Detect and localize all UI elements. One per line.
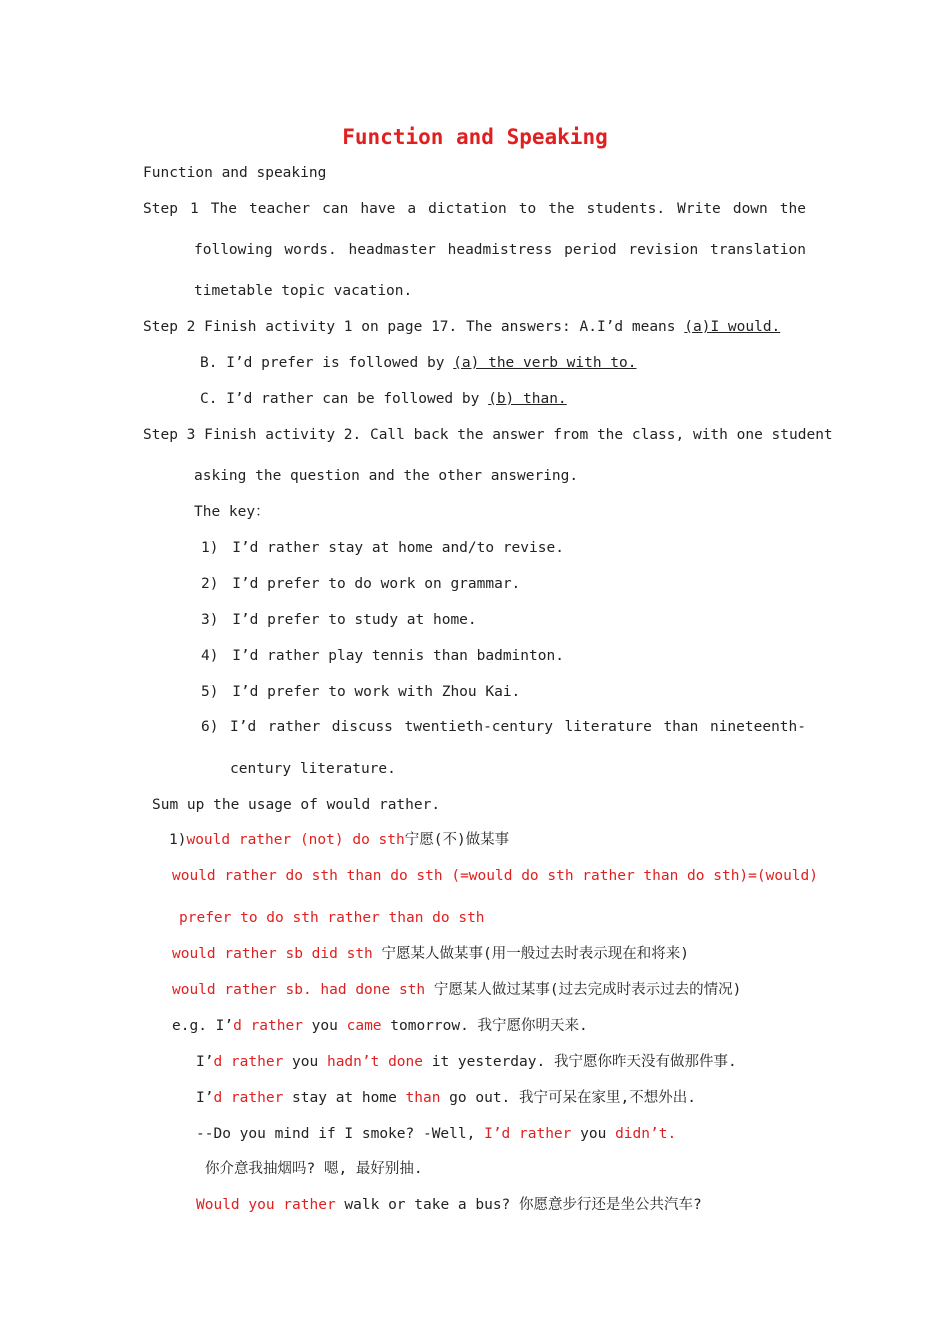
step2-line1	[143, 317, 780, 337]
usage-pattern: would rather sb did sth	[172, 946, 373, 962]
example-text: I’	[196, 1090, 214, 1106]
example-text: e.g. I’	[172, 1018, 234, 1034]
example-text: you	[571, 1126, 616, 1142]
example-text: go out. 我宁可呆在家里,不想外出.	[440, 1090, 696, 1106]
key-text: I’d rather play tennis than badminton.	[232, 648, 564, 664]
example-highlight: hadn’t done	[326, 1054, 423, 1070]
key-text: I’d prefer to work with Zhou Kai.	[232, 684, 521, 700]
usage-meaning: 宁愿(不)做某事	[404, 832, 510, 848]
key-item	[201, 682, 520, 702]
step1-line1: Step 1 The teacher can have a dictation to the students. Write down the	[143, 201, 806, 217]
example-text: I’	[196, 1054, 214, 1070]
key-num: 3)	[201, 612, 219, 628]
example-text: walk or take a bus? 你愿意步行还是坐公共汽车?	[335, 1197, 702, 1213]
key-text-continued: century literature.	[230, 761, 396, 777]
key-item	[201, 574, 520, 594]
step2-line1-text: Step 2 Finish activity 1 on page 17. The answers: A.I’d means	[143, 319, 685, 335]
example-highlight: d rather	[233, 1018, 303, 1034]
key-text: I’d prefer to study at home.	[232, 612, 477, 628]
example-text: you	[302, 1018, 347, 1034]
key-text: I’d rather stay at home and/to revise.	[232, 540, 564, 556]
key-num: 5)	[201, 684, 219, 700]
key-item	[201, 646, 564, 666]
key-text: I’d prefer to do work on grammar.	[232, 576, 521, 592]
step1-line3: timetable topic vacation.	[194, 283, 413, 299]
step2-answer-a: (a)I would.	[684, 319, 781, 335]
example-highlight: d rather	[213, 1090, 284, 1106]
page-title: Function and Speaking	[342, 125, 608, 149]
example-text: --Do you mind if I smoke? -Well,	[196, 1126, 485, 1142]
step1-line2: following words. headmaster headmistress period revision translation	[194, 242, 806, 258]
key-num: 6)	[201, 719, 219, 735]
example-translation: 你介意我抽烟吗? 嗯, 最好别抽.	[205, 1161, 423, 1177]
usage-item	[169, 830, 509, 850]
step2-line2	[200, 353, 637, 373]
key-label: The key：	[194, 504, 270, 520]
usage-pattern-line-continued: prefer to do sth rather than do sth	[179, 910, 485, 926]
usage-item	[172, 980, 741, 1000]
usage-pattern-line: would rather do sth than do sth (=would do sth rather than do sth)=(would)	[172, 868, 819, 884]
usage-pattern: would rather (not) do sth	[186, 832, 405, 848]
example-sentence	[196, 1052, 737, 1072]
example-highlight: Would you rather	[196, 1197, 336, 1213]
key-item	[201, 610, 477, 630]
step2-line3	[200, 389, 567, 409]
example-highlight: than	[405, 1090, 441, 1106]
example-text: tomorrow. 我宁愿你明天来.	[381, 1018, 588, 1034]
step3-line2: asking the question and the other answering.	[194, 468, 579, 484]
step3-line1: Step 3 Finish activity 2. Call back the answer from the class, with one student	[143, 427, 833, 443]
example-text: stay at home	[283, 1090, 406, 1106]
example-text: it yesterday. 我宁愿你昨天没有做那件事.	[423, 1054, 737, 1070]
sumup-heading: Sum up the usage of would rather.	[152, 797, 441, 813]
usage-item	[172, 944, 689, 964]
subtitle: Function and speaking	[143, 165, 327, 181]
key-num: 1)	[201, 540, 219, 556]
usage-num: 1)	[169, 832, 187, 848]
key-num: 4)	[201, 648, 219, 664]
usage-meaning: 宁愿某人做某事(用一般过去时表示现在和将来)	[372, 946, 689, 962]
key-item	[201, 538, 564, 558]
example-highlight: came	[346, 1018, 382, 1034]
step2-line3-text: C. I’d rather can be followed by	[200, 391, 489, 407]
example-sentence	[196, 1195, 702, 1215]
example-highlight: I’d rather	[484, 1126, 572, 1142]
example-sentence	[172, 1016, 588, 1036]
usage-pattern: would rather sb. had done sth	[172, 982, 426, 998]
example-highlight: d rather	[213, 1054, 284, 1070]
key-num: 2)	[201, 576, 219, 592]
example-sentence	[196, 1124, 676, 1144]
step2-answer-b: (a) the verb with to.	[453, 355, 637, 371]
key-text: I’d rather discuss twentieth-century literature than nineteenth-	[230, 719, 806, 735]
example-highlight: didn’t.	[615, 1126, 677, 1142]
example-text: you	[283, 1054, 327, 1070]
example-sentence	[196, 1088, 696, 1108]
usage-meaning: 宁愿某人做过某事(过去完成时表示过去的情况)	[425, 982, 742, 998]
step2-answer-c: (b) than.	[488, 391, 567, 407]
step2-line2-text: B. I’d prefer is followed by	[200, 355, 454, 371]
